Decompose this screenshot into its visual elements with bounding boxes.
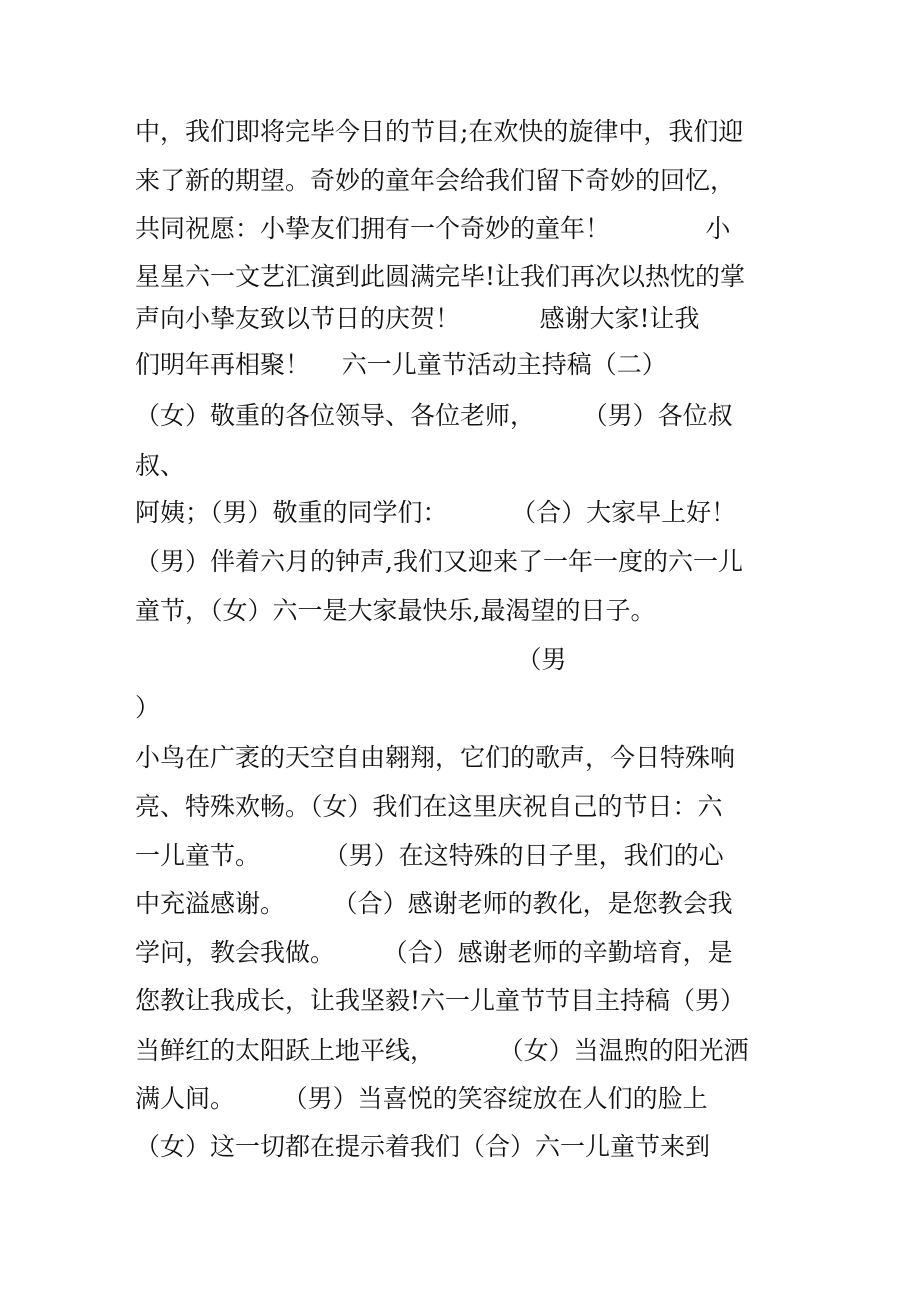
text-line: 们明年再相聚！ 六一儿童节活动主持稿（二）: [135, 350, 667, 379]
text-line: 共同祝愿：小挚友们拥有一个奇妙的童年！ 小: [135, 214, 731, 243]
text-line: 中充溢感谢。 （合）感谢老师的教化，是您教会我: [135, 889, 733, 918]
text-line: （女）这一切都在提示着我们（合）六一儿童节来到: [135, 1132, 711, 1161]
text-line: 童节，（女）六一是大家最快乐,最渴望的日子。: [135, 596, 656, 625]
text-line: 叔、: [135, 451, 186, 480]
text-line: 阿姨；（男）敬重的同学们： （合）大家早上好！: [135, 498, 737, 527]
text-line: 您教让我成长，让我坚毅!六一儿童节节目主持稿（男）: [135, 986, 746, 1015]
text-line: 来了新的期望。奇妙的童年会给我们留下奇妙的回忆，: [135, 166, 736, 195]
text-line: 亮、特殊欢畅。（女）我们在这里庆祝自己的节日：六: [135, 792, 723, 821]
text-line: 当鲜红的太阳跃上地平线， （女）当温煦的阳光洒: [135, 1036, 749, 1065]
text-line: 学问，教会我做。 （合）感谢老师的辛勤培育，是: [135, 938, 733, 967]
text-line: ）: [135, 693, 161, 722]
text-line: 小鸟在广袤的天空自由翱翔，它们的歌声，今日特殊响: [135, 743, 736, 772]
text-line: 星星六一文艺汇演到此圆满完毕!让我们再次以热忱的掌: [135, 262, 746, 291]
text-line: （女）敬重的各位领导、各位老师， （男）各位叔: [135, 401, 733, 430]
text-line: （男）伴着六月的钟声,我们又迎来了一年一度的六一儿: [135, 547, 743, 576]
text-line: （男: [135, 645, 567, 674]
text-line: 满人间。 （男）当喜悦的笑容绽放在人们的脸上: [135, 1084, 708, 1113]
text-line: 声向小挚友致以节日的庆贺！ 感谢大家!让我: [135, 304, 700, 333]
text-line: 中，我们即将完毕今日的节目;在欢快的旋律中，我们迎: [135, 117, 744, 146]
text-line: 一儿童节。 （男）在这特殊的日子里，我们的心: [135, 841, 724, 870]
